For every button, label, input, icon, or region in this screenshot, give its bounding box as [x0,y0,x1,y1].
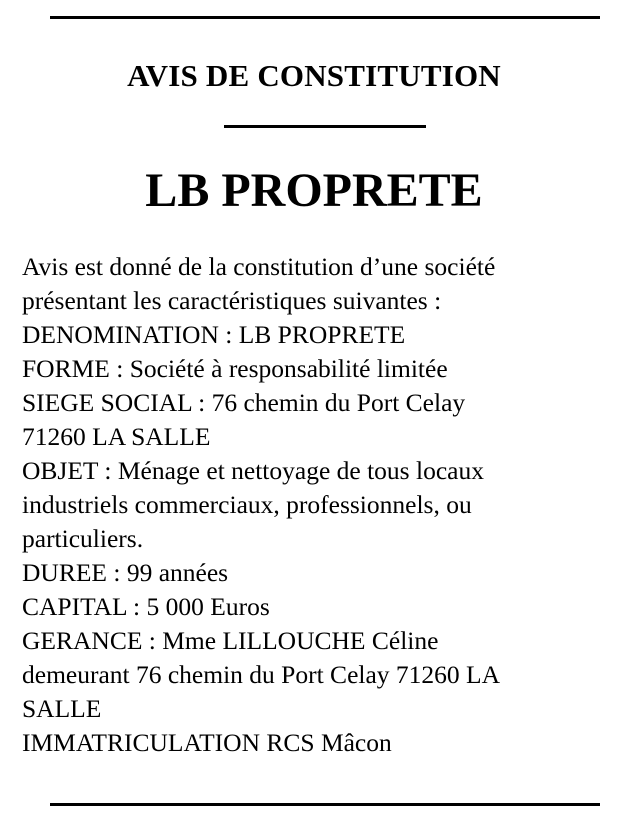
body-line-siege-city: 71260 LA SALLE [22,422,211,451]
body-line-gerance-3: SALLE [22,694,102,723]
bottom-divider [50,803,600,806]
body-line-forme: FORME : Société à responsabilité limitée [22,354,448,383]
top-divider [50,16,600,19]
body-line-objet-3: particuliers. [22,524,144,553]
body-line-immatriculation: IMMATRICULATION RCS Mâcon [22,728,392,757]
body-line-gerance-1: GERANCE : Mme LILLOUCHE Céline [22,626,439,655]
heading-underline [224,125,426,128]
body-line-capital: CAPITAL : 5 000 Euros [22,592,270,621]
body-line-intro-2: présentant les caractéristiques suivantes : [22,286,442,315]
notice-heading: AVIS DE CONSTITUTION [127,58,501,93]
body-line-objet-2: industriels commerciaux, professionnels, ou [22,490,472,519]
body-line-objet-1: OBJET : Ménage et nettoyage de tous locaux [22,456,484,485]
body-line-duree: DUREE : 99 années [22,558,229,587]
body-line-siege-social: SIEGE SOCIAL : 76 chemin du Port Celay [22,388,466,417]
body-line-intro-1: Avis est donné de la constitution d’une société [22,252,496,281]
notice-body [22,250,612,760]
body-line-denomination: DENOMINATION : LB PROPRETE [22,320,406,349]
body-line-gerance-2: demeurant 76 chemin du Port Celay 71260 LA [22,660,501,689]
company-name: LB PROPRETE [145,164,483,217]
